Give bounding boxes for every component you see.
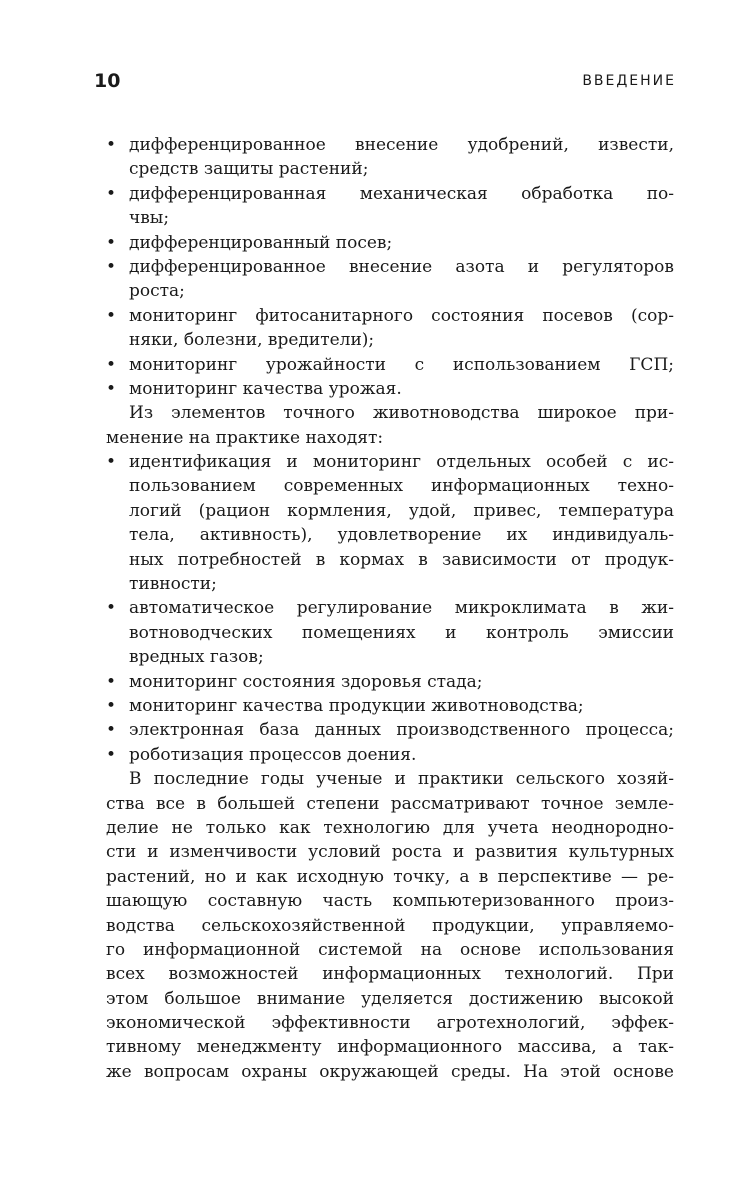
- bullet-list-line: [0, 255, 756, 279]
- bullet-marker: •: [106, 232, 117, 253]
- bullet-marker: •: [106, 305, 117, 326]
- line-text: менение на практике находят:: [106, 427, 384, 448]
- text-line: [0, 1060, 756, 1084]
- line-text: дифференцированный посев;: [129, 232, 393, 253]
- bullet-marker: •: [106, 135, 117, 155]
- line-text: мониторинг фитосанитарного состояния посевов (сор-: [129, 305, 674, 326]
- text-line: [0, 621, 756, 645]
- text-line: [0, 962, 756, 986]
- text-line: [0, 1035, 756, 1059]
- line-text: роботизация процессов доения.: [129, 744, 417, 765]
- bullet-list-line: [0, 353, 756, 377]
- line-text: этом большое внимание уделяется достижению высокой: [106, 988, 674, 1009]
- line-text: же вопросам охраны окружающей среды. На этой основе: [106, 1061, 674, 1082]
- line-text: дифференцированное внесение азота и регуляторов: [129, 256, 674, 277]
- line-text: чвы;: [129, 208, 170, 229]
- line-text: вотноводческих помещениях и контроль эмиссии: [129, 622, 674, 643]
- bullet-marker: •: [106, 695, 117, 716]
- text-line: [0, 548, 756, 572]
- line-text: пользованием современных информационных техно-: [129, 476, 674, 497]
- line-text: дифференцированная механическая обработка по-: [129, 183, 674, 204]
- text-line: [0, 279, 756, 303]
- text-line: [0, 914, 756, 938]
- line-text: тивному менеджменту информационного массива, а так-: [106, 1037, 674, 1058]
- line-text: автоматическое регулирование микроклимата в жи-: [129, 598, 674, 619]
- line-text: мониторинг урожайности с использованием ГСП;: [129, 354, 674, 375]
- bullet-marker: •: [106, 452, 117, 473]
- bullet-list-line: [0, 596, 756, 620]
- line-text: ных потребностей в кормах в зависимости от продук-: [129, 549, 674, 570]
- page-number: 10: [94, 70, 121, 92]
- text-line: [0, 645, 756, 669]
- bullet-marker: •: [106, 256, 117, 277]
- line-text: средств защиты растений;: [129, 159, 369, 180]
- page-header: [82, 70, 676, 100]
- bullet-marker: •: [106, 183, 117, 204]
- line-text: растений, но и как исходную точку, а в перспективе — ре-: [106, 866, 674, 887]
- text-line: [0, 865, 756, 889]
- bullet-marker: •: [106, 720, 117, 741]
- line-text: ства все в большей степени рассматривают точное земле-: [106, 793, 674, 814]
- text-line: [0, 426, 756, 450]
- running-head: ВВЕДЕНИЕ: [582, 73, 676, 89]
- bullet-list-line: [0, 231, 756, 255]
- text-line: [0, 792, 756, 816]
- line-text: мониторинг качества урожая.: [129, 378, 402, 399]
- bullet-list-line: [0, 377, 756, 401]
- text-line: [0, 499, 756, 523]
- text-line: [0, 523, 756, 547]
- line-text: мониторинг качества продукции животноводства;: [129, 695, 584, 716]
- bullet-marker: •: [106, 744, 117, 765]
- text-line: [0, 767, 756, 791]
- bullet-list-line: [0, 450, 756, 474]
- text-line: [0, 328, 756, 352]
- bullet-list-line: [0, 670, 756, 694]
- bullet-marker: •: [106, 378, 117, 399]
- line-text: экономической эффективности агротехнологий, эффек-: [106, 1013, 674, 1034]
- text-line: [0, 474, 756, 498]
- line-text: водства сельскохозяйственной продукции, управляемо-: [106, 915, 674, 936]
- text-line: [0, 572, 756, 596]
- line-text: тивности;: [129, 574, 217, 595]
- line-text: няки, болезни, вредители);: [129, 330, 375, 351]
- line-text: шающую составную часть компьютеризованного произ-: [106, 891, 674, 912]
- line-text: го информационной системой на основе использования: [106, 939, 674, 960]
- text-line: [0, 816, 756, 840]
- line-text: мониторинг состояния здоровья стада;: [129, 671, 483, 692]
- text-line: [0, 938, 756, 962]
- text-line: [0, 889, 756, 913]
- bullet-marker: •: [106, 671, 117, 692]
- bullet-list-line: [0, 182, 756, 206]
- line-text: дифференцированное внесение удобрений, извести,: [129, 135, 674, 155]
- text-line: [0, 840, 756, 864]
- body-text: [0, 133, 756, 1084]
- line-text: логий (рацион кормления, удой, привес, температура: [129, 500, 674, 521]
- bullet-list-line: [0, 694, 756, 718]
- text-line: [0, 206, 756, 230]
- line-text: электронная база данных производственного процесса;: [129, 720, 674, 741]
- line-text: всех возможностей информационных технологий. При: [106, 964, 674, 985]
- line-text: тела, активность), удовлетворение их индивидуаль-: [129, 525, 674, 546]
- bullet-list-line: [0, 718, 756, 742]
- line-text: роста;: [129, 281, 185, 302]
- text-line: [0, 157, 756, 181]
- bullet-list-line: [0, 304, 756, 328]
- text-line: [0, 1011, 756, 1035]
- bullet-list-line: [0, 743, 756, 767]
- bullet-marker: •: [106, 598, 117, 619]
- line-text: Из элементов точного животноводства широкое при-: [129, 403, 674, 424]
- line-text: вредных газов;: [129, 647, 264, 668]
- line-text: В последние годы ученые и практики сельского хозяй-: [129, 769, 674, 790]
- text-line: [0, 401, 756, 425]
- line-text: делие не только как технологию для учета неоднородно-: [106, 817, 674, 838]
- bullet-list-line: [0, 133, 756, 157]
- bullet-marker: •: [106, 354, 117, 375]
- text-line: [0, 987, 756, 1011]
- line-text: идентификация и мониторинг отдельных особей с ис-: [129, 452, 674, 473]
- line-text: сти и изменчивости условий роста и развития культурных: [106, 842, 674, 863]
